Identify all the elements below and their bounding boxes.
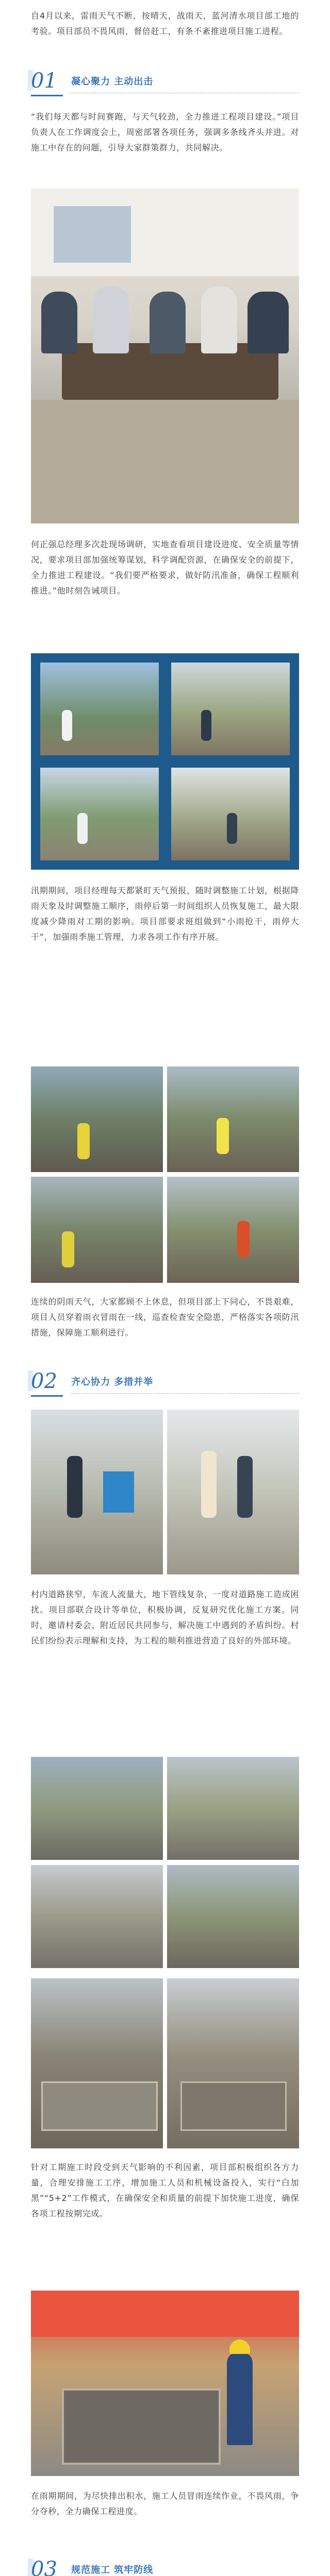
section-01-paragraph-1: “我们每天都与时间赛跑，与天气较劲，全力推进工程项目建设。”项目负责人在工作调度会上，周密部署各项任务，强调多条线齐头并进。对施工中存在的问题，引导大家群策群力，共同解决。 bbox=[31, 112, 299, 152]
section-number: 01 bbox=[31, 67, 63, 96]
section-02-paragraph-1: 村内道路狭窄，车流人流量大，地下管线复杂，一度对道路施工造成困扰。项目部联合设计等单位，积极协调，反复研究优化施工方案。同时，邀请村委会、附近居民共同参与，解决施工中遇到的矛盾纠纷。村民们纷纷表示理解和支持，为工程的顺利推进营造了良好的外部环境。 bbox=[31, 1589, 299, 1646]
section-number: 03 bbox=[31, 2555, 63, 2576]
drainage-work-photo bbox=[31, 2291, 299, 2476]
section-title: 规范施工 筑牢防线 bbox=[71, 2565, 154, 2575]
section-02-header bbox=[31, 1367, 299, 1403]
section-title: 凝心聚力 主动出击 bbox=[71, 76, 154, 87]
section-number: 02 bbox=[31, 1367, 63, 1397]
community-photos bbox=[31, 1410, 299, 1574]
section-01-paragraph-3: 汛期期间，项目经理每天都紧盯天气预报，随时调整施工计划，根据降雨天象及时调整施工顺序，雨停后第一时间组织人员恢复施工，最大限度减少降雨对工期的影响。项目部要求班组做到“小雨抢干，雨停大干”，加强雨季施工管理，力求各项工作有序开展。 bbox=[31, 886, 299, 942]
section-03-header bbox=[31, 2555, 299, 2576]
section-01-paragraph-2: 何正强总经理多次赴现场调研，实地查看项目建设进度、安全质量等情况，要求项目部加强统筹谋划，科学调配资源，在确保安全的前提下，全力推进工程建设。“我们要严格要求，做好防汛准备，确保工程顺利推进。”他时刻告诫项目。 bbox=[31, 539, 299, 596]
meeting-photo bbox=[31, 189, 299, 523]
intro-paragraph: 自4月以来，雷雨天气不断，按晴天，战雨天，蓝河清水项目部工地的考验。项目部员不畏风雨，督倍赶工，有条不紊推进项目施工进程。 bbox=[31, 11, 299, 36]
rain-work-photos bbox=[31, 1066, 299, 1283]
section-divider bbox=[71, 1393, 299, 1394]
section-01-header bbox=[31, 67, 299, 103]
section-01-paragraph-4: 连续的阴雨天气，大家都顾不上休息，但项目部上下同心，不畏艰难，项目人员穿着雨衣冒雨在一线，巡查检查安全隐患，严格落实各项防汛措施，保障施工顺利进行。 bbox=[31, 1297, 299, 1337]
section-02-paragraph-3: 在雨期期间，为尽快排出积水，施工人员冒雨连续作业，不畏风雨，争分夺秒，全力确保工程进度。 bbox=[31, 2491, 299, 2516]
section-02-paragraph-2: 针对工期施工时段受到天气影响的不利因素，项目部积极组织各方力量，合理安排施工工序，增加施工人员和机械设备投入，实行“白加黑”“5+2”工作模式，在确保安全和质量的前提下加快施工进度，确保各项工程按期完成。 bbox=[31, 2162, 299, 2218]
inspection-collage bbox=[31, 653, 299, 870]
excavation-photos bbox=[31, 1978, 299, 2148]
section-title: 齐心协力 多措并举 bbox=[71, 1377, 154, 1387]
street-photos bbox=[31, 1757, 299, 1968]
